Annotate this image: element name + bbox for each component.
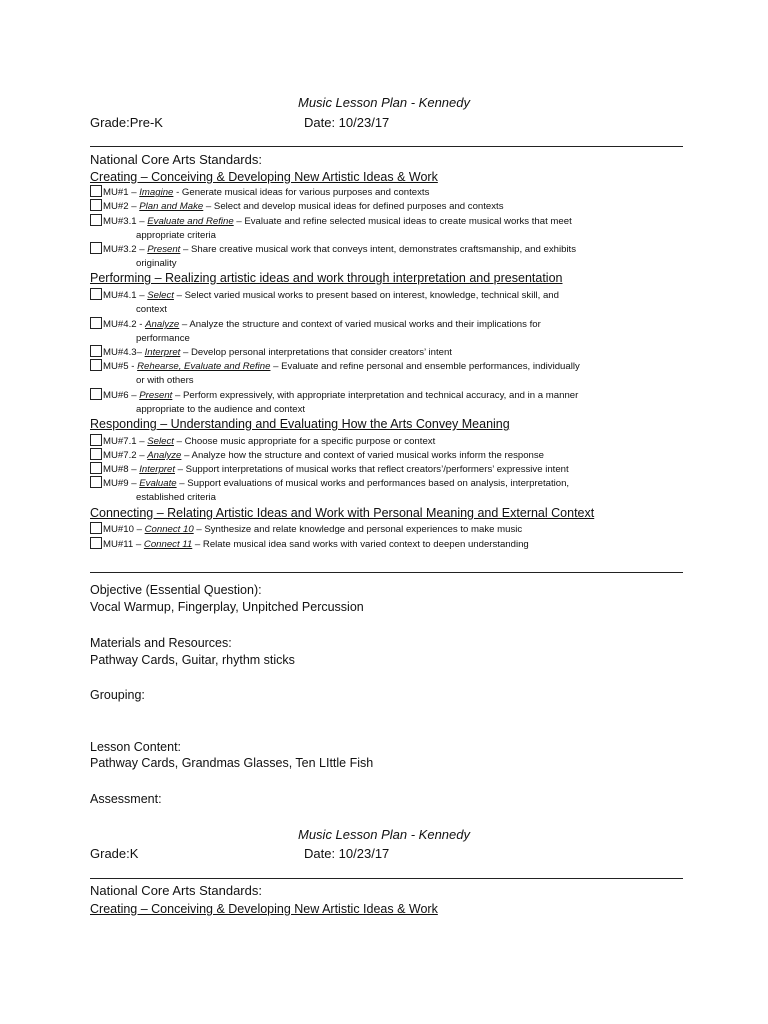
- standard-term: Evaluate: [139, 478, 177, 489]
- standard-code: MU#3.1 –: [103, 216, 148, 227]
- standard-code: MU#9 –: [103, 478, 140, 489]
- checkbox[interactable]: [90, 448, 102, 460]
- standard-item: [90, 359, 650, 388]
- standard-term: Imagine: [139, 187, 174, 198]
- standard-item: [90, 522, 650, 537]
- standard-continuation: performance: [136, 333, 190, 344]
- section-creating: Creating – Conceiving & Developing New Artistic Ideas & Work: [90, 902, 438, 916]
- standard-item: [90, 214, 650, 243]
- standard-description: – Develop personal interpretations that consider creators’ intent: [180, 347, 452, 358]
- standard-item: [90, 476, 650, 505]
- standard-line: [90, 388, 650, 403]
- standard-code: MU#1 –: [103, 187, 140, 198]
- standard-term: Analyze: [147, 450, 182, 461]
- checkbox[interactable]: [90, 185, 102, 197]
- standard-code: MU#10 –: [103, 524, 145, 535]
- divider-line: [90, 572, 683, 573]
- checkbox[interactable]: [90, 288, 102, 300]
- standard-term: Interpret: [139, 464, 175, 475]
- standard-item: [90, 434, 650, 449]
- standard-item: [90, 199, 650, 214]
- standard-code: MU#2 –: [103, 201, 140, 212]
- standard-item: [90, 462, 650, 477]
- standard-continuation: established criteria: [136, 492, 216, 503]
- standard-term: Connect 11: [143, 539, 193, 550]
- standard-code: MU#4.3–: [103, 347, 145, 358]
- checkbox[interactable]: [90, 317, 102, 329]
- standard-line: [90, 476, 650, 491]
- nca-heading: National Core Arts Standards:: [90, 152, 262, 167]
- standard-line: [90, 185, 650, 200]
- materials-value: Pathway Cards, Guitar, rhythm sticks: [90, 653, 295, 667]
- assessment-label: Assessment:: [90, 792, 162, 806]
- standard-description: – Synthesize and relate knowledge and personal experiences to make music: [193, 524, 523, 535]
- standard-line: [90, 345, 650, 360]
- materials-label: Materials and Resources:: [90, 636, 232, 650]
- standard-description: - Generate musical ideas for various purposes and contexts: [173, 187, 430, 198]
- standard-item: [90, 288, 650, 317]
- standard-line: [90, 199, 650, 214]
- standard-item: [90, 317, 650, 346]
- standard-line: [90, 434, 650, 449]
- standard-description: – Analyze how the structure and context of varied musical works inform the response: [181, 450, 545, 461]
- standard-code: MU#8 –: [103, 464, 140, 475]
- standard-description: – Choose music appropriate for a specific purpose or context: [173, 436, 436, 447]
- standard-term: Select: [147, 290, 174, 301]
- standard-item: [90, 345, 650, 360]
- checkbox[interactable]: [90, 522, 102, 534]
- standard-continuation: appropriate to the audience and context: [136, 404, 306, 415]
- checkbox[interactable]: [90, 434, 102, 446]
- standard-line: [90, 537, 650, 552]
- checkbox[interactable]: [90, 242, 102, 254]
- standard-line: [90, 214, 650, 229]
- checkbox[interactable]: [90, 214, 102, 226]
- standard-code: MU#11 –: [103, 539, 144, 550]
- checkbox[interactable]: [90, 199, 102, 211]
- standard-item: [90, 388, 650, 417]
- standard-description: – Evaluate and refine personal and ensemble performances, individually: [270, 361, 580, 372]
- checkbox[interactable]: [90, 462, 102, 474]
- standard-code: MU#6 –: [103, 390, 140, 401]
- lesson-plan-title: Music Lesson Plan - Kennedy: [298, 95, 470, 110]
- standard-line: [90, 448, 650, 463]
- standard-term: Present: [147, 244, 181, 255]
- standard-code: MU#5 -: [103, 361, 138, 372]
- standard-description: – Analyze the structure and context of varied musical works and their implications for: [179, 319, 541, 330]
- standard-description: – Support evaluations of musical works and performances based on analysis, interpretation,: [176, 478, 570, 489]
- objective-label: Objective (Essential Question):: [90, 583, 262, 597]
- standard-term: Analyze: [145, 319, 180, 330]
- standard-term: Select: [147, 436, 174, 447]
- divider-line: [90, 878, 683, 879]
- lesson-plan-title: Music Lesson Plan - Kennedy: [298, 827, 470, 842]
- grouping-label: Grouping:: [90, 688, 145, 702]
- standard-description: – Support interpretations of musical works that reflect creators’/performers’ expressive intent: [175, 464, 569, 475]
- standard-term: Rehearse, Evaluate and Refine: [137, 361, 271, 372]
- standard-line: [90, 242, 650, 257]
- standard-code: MU#4.2 -: [103, 319, 146, 330]
- standard-code: MU#3.2 –: [103, 244, 148, 255]
- standard-line: [90, 522, 650, 537]
- grade-row: [90, 115, 690, 130]
- standard-line: [90, 288, 650, 303]
- grade-label: Grade:K: [90, 846, 139, 861]
- grade-row: [90, 846, 690, 861]
- standard-item: [90, 242, 650, 271]
- standard-continuation: originality: [136, 258, 177, 269]
- checkbox[interactable]: [90, 345, 102, 357]
- date-label: Date: 10/23/17: [304, 846, 390, 861]
- objective-value: Vocal Warmup, Fingerplay, Unpitched Percussion: [90, 600, 364, 614]
- standard-description: – Select and develop musical ideas for defined purposes and contexts: [203, 201, 504, 212]
- standard-continuation: or with others: [136, 375, 194, 386]
- lesson-content-value: Pathway Cards, Grandmas Glasses, Ten LIttle Fish: [90, 756, 374, 770]
- lesson-content-label: Lesson Content:: [90, 740, 182, 754]
- standard-description: – Share creative musical work that conveys intent, demonstrates craftsmanship, and exhibits: [180, 244, 577, 255]
- section-responding: Responding – Understanding and Evaluating How the Arts Convey Meaning: [90, 417, 510, 431]
- section-performing: Performing – Realizing artistic ideas and work through interpretation and presentation: [90, 271, 563, 285]
- standard-item: [90, 448, 650, 463]
- standard-description: – Perform expressively, with appropriate interpretation and technical accuracy, and in a manner: [172, 390, 579, 401]
- standard-term: Present: [139, 390, 173, 401]
- standard-term: Interpret: [144, 347, 181, 358]
- standard-code: MU#7.2 –: [103, 450, 148, 461]
- nca-heading: National Core Arts Standards:: [90, 883, 262, 898]
- section-connecting: Connecting – Relating Artistic Ideas and Work with Personal Meaning and External Context: [90, 506, 595, 520]
- grade-label: Grade:Pre-K: [90, 115, 163, 130]
- checkbox[interactable]: [90, 359, 102, 371]
- date-label: Date: 10/23/17: [304, 115, 390, 130]
- standard-description: – Relate musical idea sand works with varied context to deepen understanding: [192, 539, 529, 550]
- standard-term: Connect 10: [144, 524, 194, 535]
- standard-description: – Select varied musical works to present based on interest, knowledge, technical skill, and: [173, 290, 559, 301]
- section-creating: Creating – Conceiving & Developing New Artistic Ideas & Work: [90, 170, 438, 184]
- checkbox[interactable]: [90, 537, 102, 549]
- standard-description: – Evaluate and refine selected musical ideas to create musical works that meet: [233, 216, 572, 227]
- standard-code: MU#4.1 –: [103, 290, 148, 301]
- standard-term: Evaluate and Refine: [147, 216, 234, 227]
- standard-continuation: appropriate criteria: [136, 230, 216, 241]
- checkbox[interactable]: [90, 476, 102, 488]
- standard-item: [90, 537, 650, 552]
- standard-item: [90, 185, 650, 200]
- checkbox[interactable]: [90, 388, 102, 400]
- standard-line: [90, 462, 650, 477]
- standard-line: [90, 317, 650, 332]
- standard-continuation: context: [136, 304, 167, 315]
- standard-code: MU#7.1 –: [103, 436, 148, 447]
- divider-line: [90, 146, 683, 147]
- standard-line: [90, 359, 650, 374]
- standard-term: Plan and Make: [139, 201, 204, 212]
